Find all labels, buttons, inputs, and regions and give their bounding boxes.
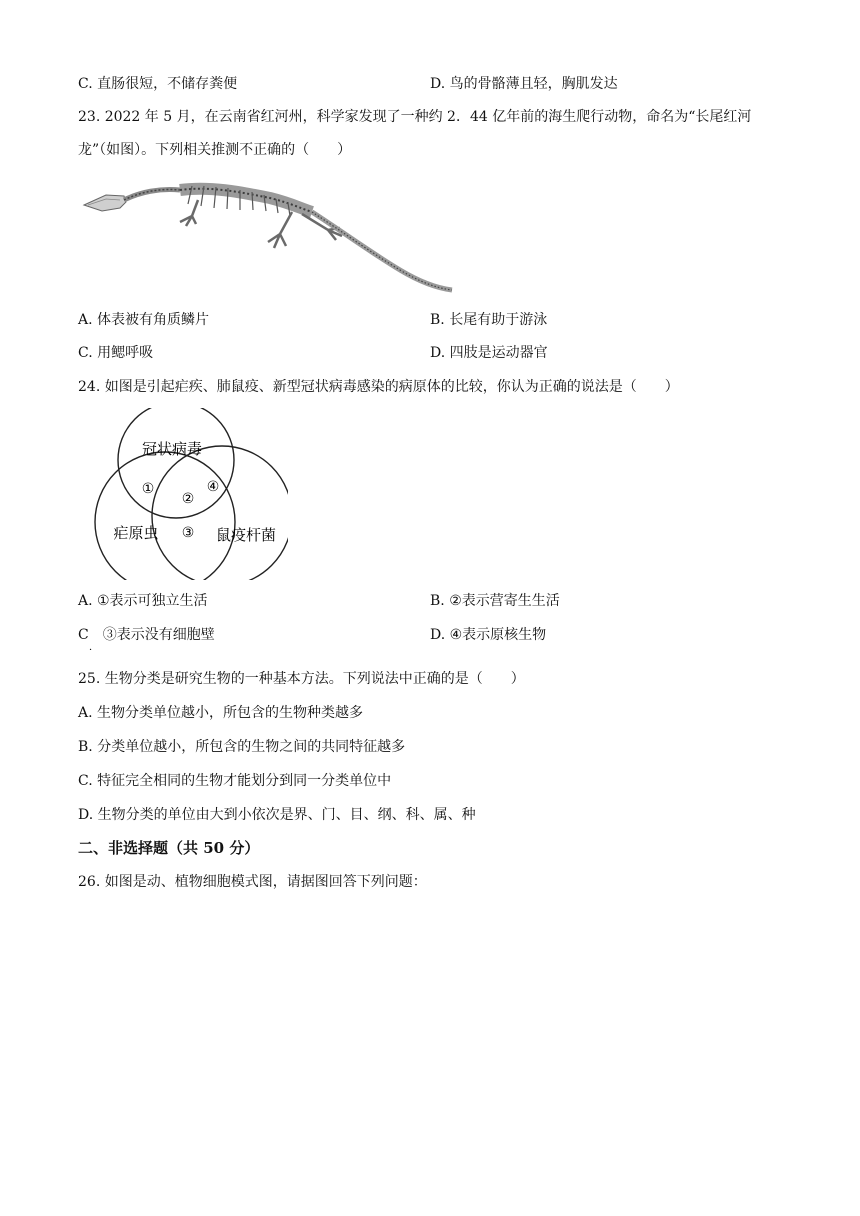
fossil-skeleton-image (80, 178, 460, 296)
q24-option-b: B. ②表示营寄生生活 (430, 593, 560, 609)
q23-option-b: B. 长尾有助于游泳 (430, 312, 548, 328)
section-heading: 二、非选择题（共 50 分） (78, 839, 260, 857)
q23-stem-line1: 23. 2022 年 5 月，在云南省红河州，科学家发现了一种约 2．44 亿年前的海生爬行动物，命名为“长尾红河 (78, 109, 752, 125)
q26-stem: 26. 如图是动、植物细胞模式图，请据图回答下列问题： (78, 874, 427, 890)
q23-option-a: A. 体表被有角质鳞片 (78, 312, 210, 328)
q25-option-b: B. 分类单位越小，所包含的生物之间的共同特征越多 (78, 739, 406, 755)
q23-option-d: D. 四肢是运动器官 (430, 345, 548, 361)
q24-option-c: C ③表示没有细胞壁 (78, 627, 215, 643)
venn-region-2: ② (181, 491, 195, 507)
venn-label-plasmodium: 疟原虫 (113, 524, 159, 542)
q23-stem-line2: 龙”（如图）。下列相关推测不正确的（ ） (78, 142, 352, 158)
q25-option-c: C. 特征完全相同的生物才能划分到同一分类单位中 (78, 773, 392, 789)
q22-option-d: D. 鸟的骨骼薄且轻，胸肌发达 (430, 76, 618, 92)
circle-plague-bacillus (152, 446, 288, 580)
venn-region-3: ③ (181, 525, 195, 541)
q24-stem: 24. 如图是引起疟疾、肺鼠疫、新型冠状病毒感染的病原体的比较，你认为正确的说法是（ ） (78, 379, 679, 395)
q25-stem: 25. 生物分类是研究生物的一种基本方法。下列说法中正确的是（ ） (78, 671, 525, 687)
venn-label-coronavirus: 冠状病毒 (141, 440, 203, 458)
q23-option-c: C. 用鳃呼吸 (78, 345, 154, 361)
q25-option-d: D. 生物分类的单位由大到小依次是界、门、目、纲、科、属、种 (78, 807, 476, 823)
q25-option-a: A. 生物分类单位越小，所包含的生物种类越多 (78, 705, 364, 721)
q24-option-c-dot: ． (89, 642, 99, 653)
q22-option-c: C. 直肠很短，不储存粪便 (78, 76, 238, 92)
venn-region-4: ④ (206, 479, 220, 495)
venn-label-plague-bacillus: 鼠疫杆菌 (215, 526, 277, 544)
venn-region-1: ① (141, 481, 155, 497)
q24-option-d: D. ④表示原核生物 (430, 627, 547, 643)
q24-option-a: A. ①表示可独立生活 (78, 593, 208, 609)
venn-diagram (92, 408, 288, 580)
circle-plasmodium (95, 452, 235, 580)
